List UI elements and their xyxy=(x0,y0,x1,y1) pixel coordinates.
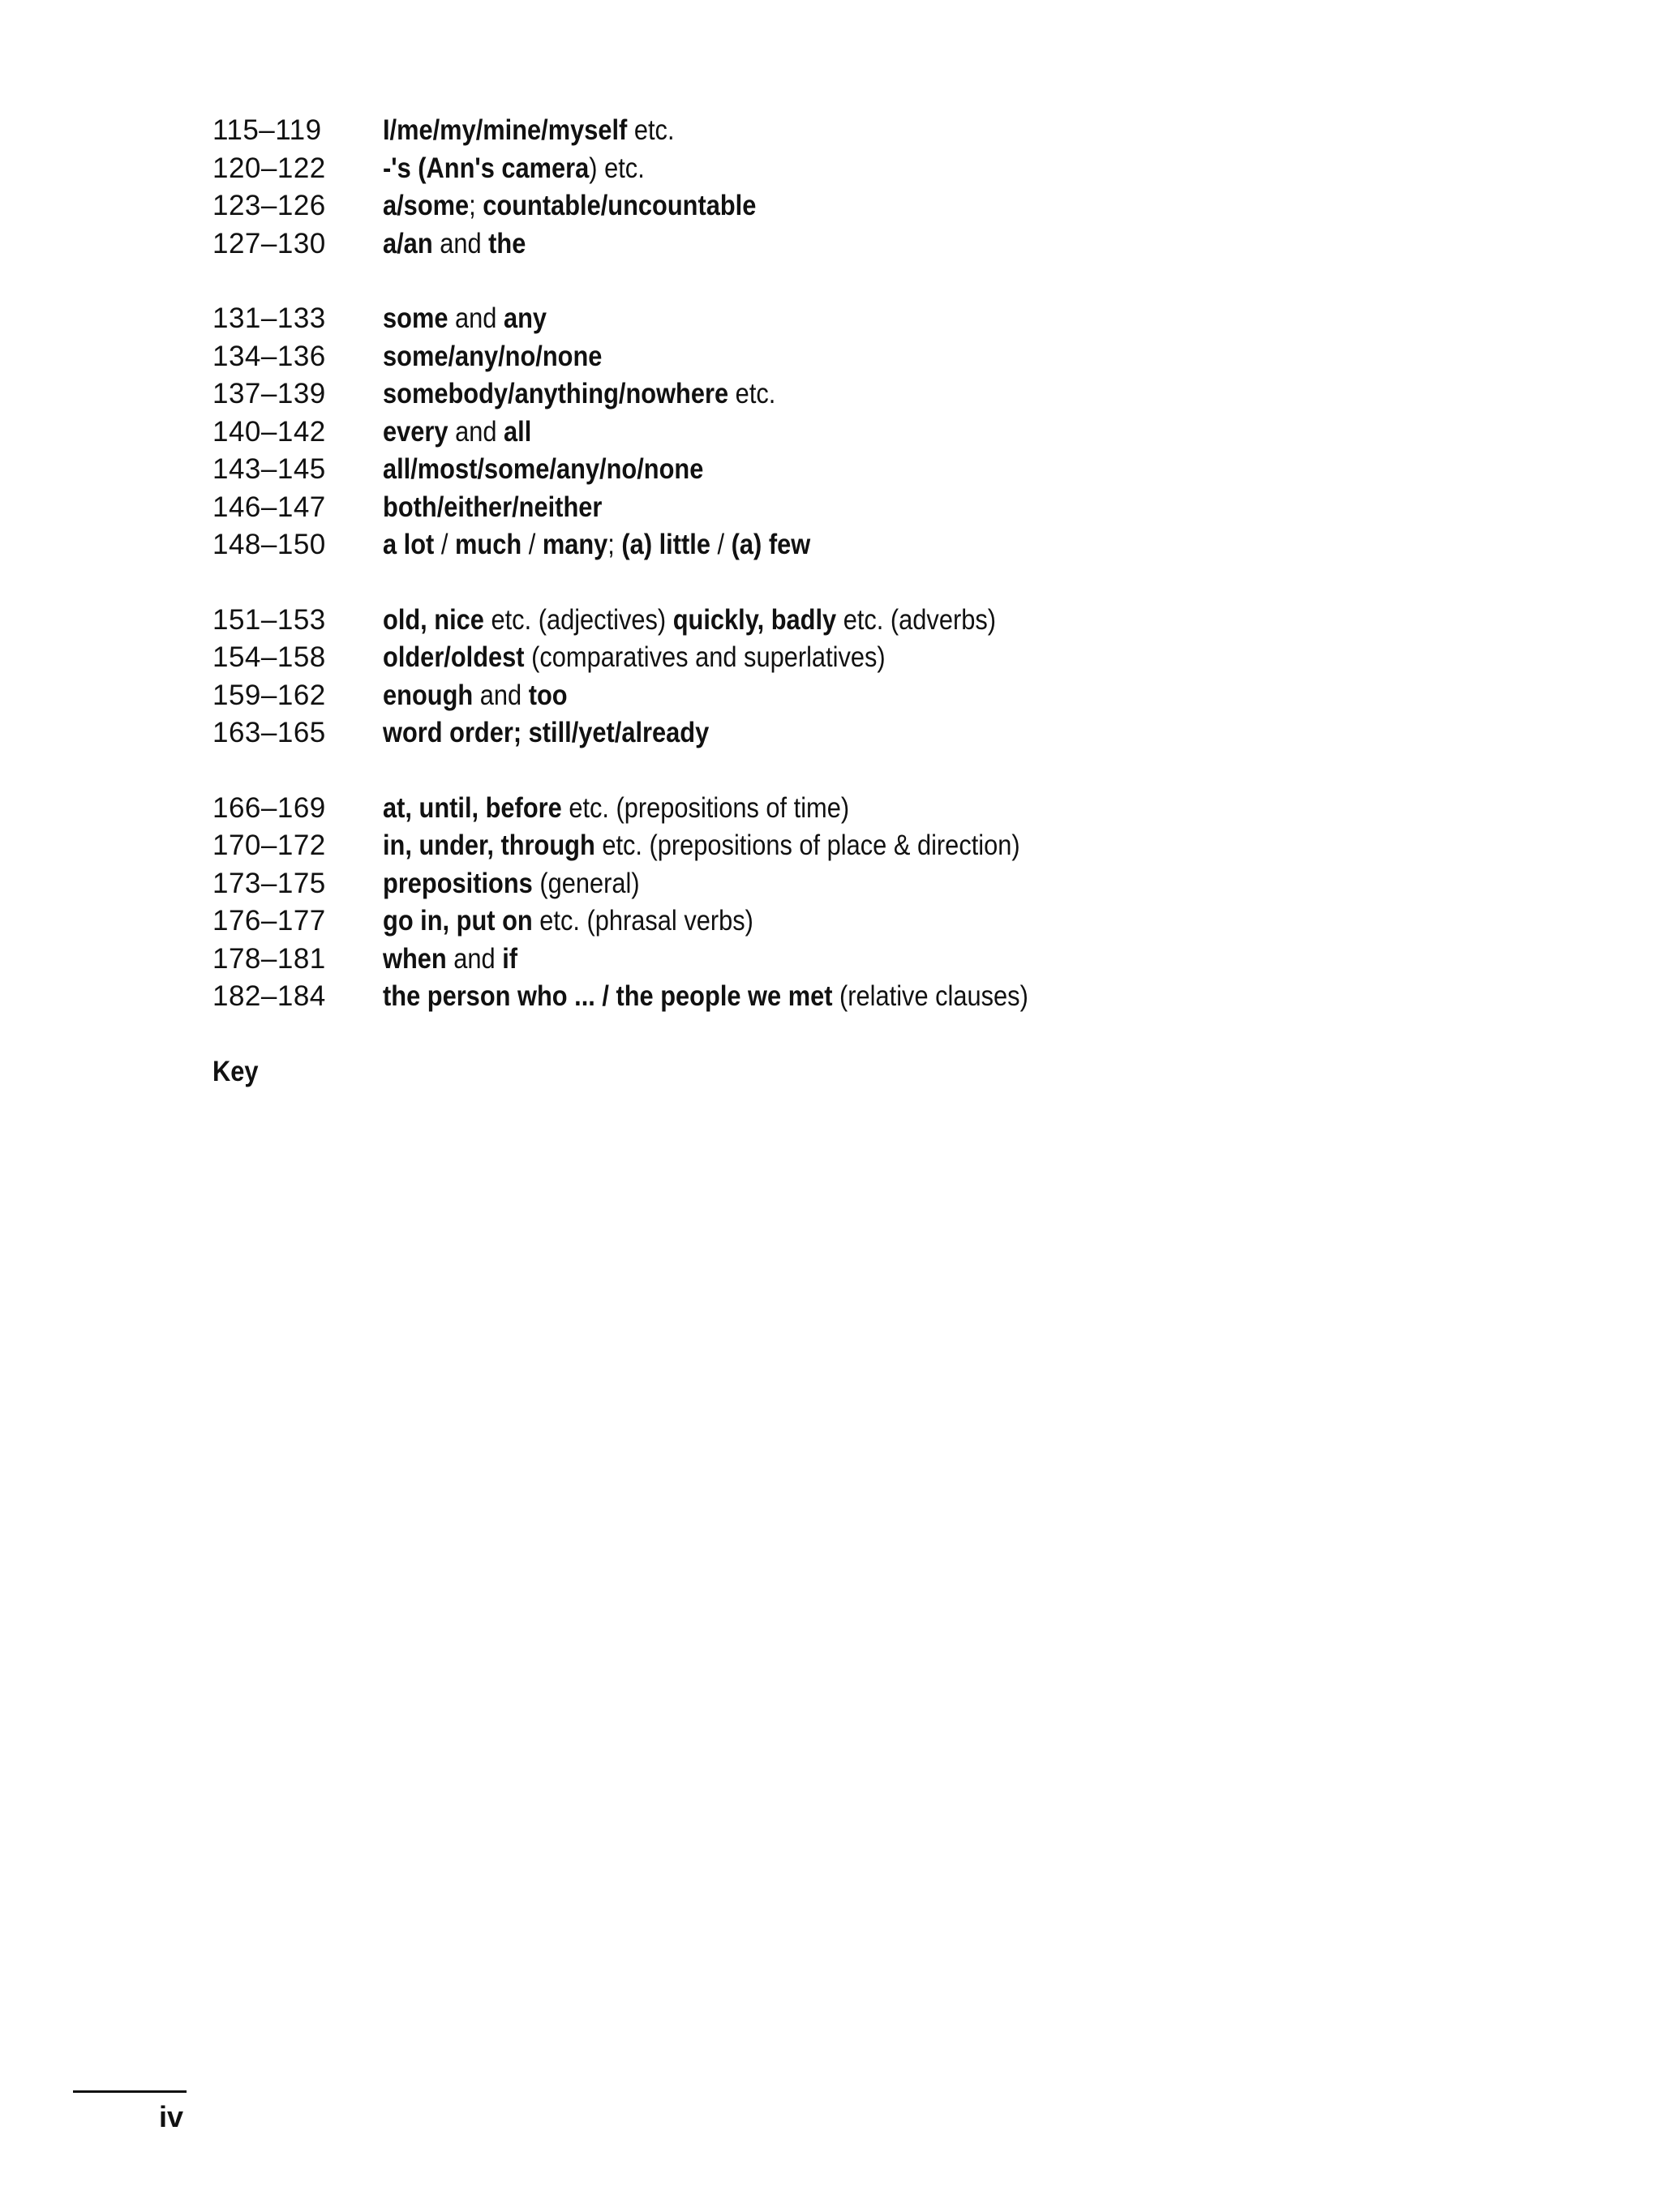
table-of-contents xyxy=(212,112,1348,1053)
topic-title xyxy=(383,902,753,941)
topic-bold-text: some xyxy=(383,302,449,334)
toc-row xyxy=(212,187,1348,225)
toc-row xyxy=(212,112,1348,150)
toc-group xyxy=(212,602,1348,752)
topic-title xyxy=(383,714,709,752)
topic-plain-text: ) etc. xyxy=(589,152,645,184)
topic-title xyxy=(383,865,640,903)
topic-title xyxy=(383,978,1028,1016)
topic-bold-text: I/me/my/mine/myself xyxy=(383,114,628,146)
unit-range: 178–181 xyxy=(212,942,326,975)
unit-range: 154–158 xyxy=(212,641,326,673)
topic-title xyxy=(383,489,602,527)
topic-title xyxy=(383,225,526,264)
topic-title xyxy=(383,451,703,489)
unit-range: 137–139 xyxy=(212,378,326,409)
topic-title xyxy=(383,639,886,677)
toc-row xyxy=(212,414,1348,452)
toc-row xyxy=(212,602,1348,640)
topic-title xyxy=(383,375,775,414)
topic-bold-text: go in, put on xyxy=(383,905,533,937)
topic-title xyxy=(383,150,645,188)
topic-bold-text: (a) little xyxy=(621,529,710,560)
toc-row xyxy=(212,451,1348,489)
unit-range: 120–122 xyxy=(212,152,326,184)
toc-group xyxy=(212,112,1348,263)
toc-row xyxy=(212,526,1348,564)
topic-plain-text: etc. (prepositions of place & direction) xyxy=(594,830,1020,861)
unit-range: 127–130 xyxy=(212,227,326,259)
page-number: iv xyxy=(159,2100,184,2133)
topic-bold-text: word order; still/yet/already xyxy=(383,717,710,748)
unit-range: 182–184 xyxy=(212,980,326,1012)
toc-row xyxy=(212,338,1348,376)
toc-group xyxy=(212,790,1348,1016)
unit-range: 146–147 xyxy=(212,491,326,523)
toc-row xyxy=(212,150,1348,188)
toc-row xyxy=(212,865,1348,903)
topic-plain-text: etc. (prepositions of time) xyxy=(561,791,850,824)
toc-row xyxy=(212,941,1348,979)
unit-range: 140–142 xyxy=(212,415,326,448)
unit-range: 134–136 xyxy=(212,340,326,372)
topic-title xyxy=(383,677,568,715)
topic-plain-text: / xyxy=(710,529,732,560)
toc-row xyxy=(212,714,1348,752)
folio-rule xyxy=(73,2090,187,2093)
topic-bold-text: too xyxy=(528,679,568,711)
topic-bold-text: at, until, before xyxy=(383,791,562,824)
toc-row xyxy=(212,902,1348,941)
topic-title xyxy=(383,300,547,338)
topic-bold-text: a lot xyxy=(383,529,435,560)
topic-title xyxy=(383,526,810,564)
topic-plain-text: (comparatives and superlatives) xyxy=(524,641,886,673)
topic-plain-text: ; xyxy=(469,190,483,221)
topic-bold-text: prepositions xyxy=(383,867,533,899)
topic-title xyxy=(383,827,1020,865)
topic-title xyxy=(383,790,849,828)
topic-bold-text: (a) few xyxy=(731,529,811,560)
topic-plain-text: (general) xyxy=(532,867,640,899)
topic-bold-text: many xyxy=(542,529,608,560)
unit-range: 131–133 xyxy=(212,302,326,334)
toc-row xyxy=(212,300,1348,338)
key-entry: Key xyxy=(212,1056,259,1087)
topic-bold-text: both/either/neither xyxy=(383,491,603,523)
topic-bold-text: older/oldest xyxy=(383,641,525,673)
unit-range: 115–119 xyxy=(212,114,322,146)
topic-bold-text: in, under, through xyxy=(383,830,595,861)
unit-range: 176–177 xyxy=(212,905,326,937)
toc-group xyxy=(212,300,1348,564)
topic-plain-text: etc. (adverbs) xyxy=(836,603,997,636)
topic-bold-text: the xyxy=(488,227,526,259)
toc-row xyxy=(212,375,1348,414)
topic-bold-text: if xyxy=(502,942,518,975)
topic-plain-text: etc. (adjectives) xyxy=(483,603,673,636)
topic-title xyxy=(383,187,756,225)
toc-row xyxy=(212,489,1348,527)
topic-plain-text: etc. xyxy=(627,114,675,146)
unit-range: 170–172 xyxy=(212,830,326,861)
topic-plain-text: etc. xyxy=(728,378,776,409)
topic-plain-text: and xyxy=(448,415,504,448)
topic-plain-text: ; xyxy=(607,529,622,560)
topic-plain-text: / xyxy=(434,529,456,560)
topic-title xyxy=(383,602,996,640)
topic-bold-text: any xyxy=(503,302,547,334)
topic-bold-text: old, nice xyxy=(383,603,484,636)
unit-range: 173–175 xyxy=(212,867,326,899)
topic-bold-text: -'s (Ann's camera xyxy=(383,152,590,184)
topic-plain-text: and xyxy=(446,942,503,975)
topic-bold-text: a/an xyxy=(383,227,433,259)
toc-row xyxy=(212,790,1348,828)
topic-title xyxy=(383,112,675,150)
toc-row xyxy=(212,827,1348,865)
unit-range: 166–169 xyxy=(212,791,326,824)
topic-bold-text: some/any/no/none xyxy=(383,340,603,372)
unit-range: 159–162 xyxy=(212,679,326,711)
topic-bold-text: all/most/some/any/no/none xyxy=(383,453,704,485)
toc-row xyxy=(212,225,1348,264)
topic-bold-text: enough xyxy=(383,679,474,711)
topic-bold-text: somebody/anything/nowhere xyxy=(383,378,729,409)
toc-row xyxy=(212,677,1348,715)
topic-title xyxy=(383,941,517,979)
topic-bold-text: when xyxy=(383,942,447,975)
toc-row xyxy=(212,978,1348,1016)
topic-plain-text: etc. (phrasal verbs) xyxy=(532,905,753,937)
topic-plain-text: and xyxy=(473,679,529,711)
topic-bold-text: countable/uncountable xyxy=(483,190,757,221)
topic-title xyxy=(383,338,602,376)
topic-plain-text: (relative clauses) xyxy=(832,980,1028,1012)
unit-range: 151–153 xyxy=(212,603,326,636)
topic-plain-text: and xyxy=(432,227,489,259)
unit-range: 163–165 xyxy=(212,717,326,748)
topic-bold-text: the person who ... / the people we met xyxy=(383,980,833,1012)
toc-row xyxy=(212,639,1348,677)
unit-range: 143–145 xyxy=(212,453,326,485)
unit-range: 148–150 xyxy=(212,529,326,560)
topic-bold-text: every xyxy=(383,415,449,448)
topic-plain-text: / xyxy=(521,529,543,560)
unit-range: 123–126 xyxy=(212,190,326,221)
topic-bold-text: a/some xyxy=(383,190,470,221)
topic-bold-text: all xyxy=(504,415,532,448)
topic-title xyxy=(383,414,531,452)
topic-plain-text: and xyxy=(448,302,504,334)
topic-bold-text: much xyxy=(455,529,522,560)
topic-bold-text: quickly, badly xyxy=(672,603,837,636)
